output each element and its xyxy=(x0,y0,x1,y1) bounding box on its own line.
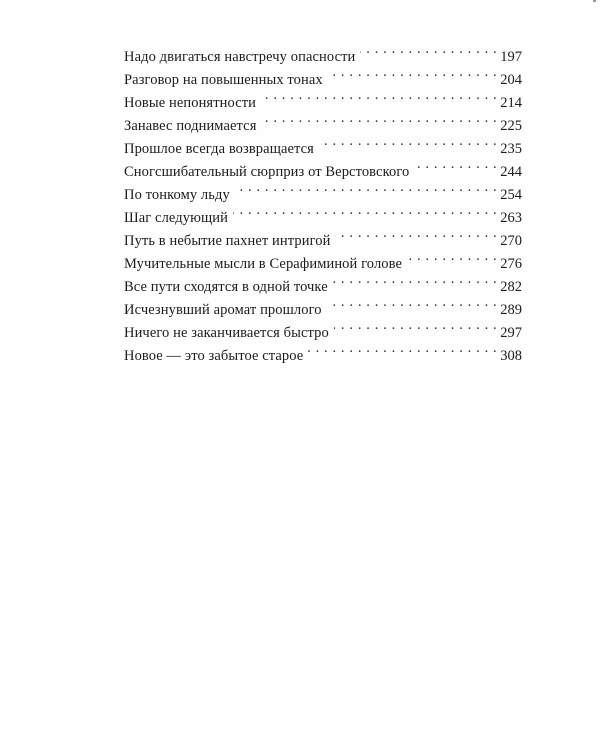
toc-entry-title: Прошлое всегда возвращается xyxy=(124,141,314,157)
toc-entry-page-number: 197 xyxy=(500,49,522,65)
toc-dot-leader xyxy=(261,84,497,107)
toc-dot-leader xyxy=(407,245,497,268)
toc-entry-title: Шаг следующий xyxy=(124,210,228,226)
toc-entry-page-number: 254 xyxy=(500,187,522,203)
toc-entry-title: Новые непонятности xyxy=(124,95,257,111)
toc-entry-title: Ничего не заканчивается быстро xyxy=(124,325,329,341)
toc-entry-title: Надо двигаться навстречу опасности xyxy=(124,49,356,65)
toc-dot-leader xyxy=(334,314,497,337)
toc-entry-title: Сногсшибательный сюрприз от Верстовского xyxy=(124,164,410,180)
toc-entry-title: Исчезнувший аромат прошлого xyxy=(124,302,322,318)
toc-dot-leader xyxy=(261,107,497,130)
toc-entry-page-number: 204 xyxy=(500,72,522,88)
toc-entry-page-number: 263 xyxy=(500,210,522,226)
scan-edge-mark xyxy=(593,0,596,2)
toc-dot-leader xyxy=(335,222,497,245)
toc-dot-leader xyxy=(308,337,497,360)
toc-entry-page-number: 276 xyxy=(500,256,522,272)
toc-entry-title: Все пути сходятся в одной точке xyxy=(124,279,328,295)
table-of-contents xyxy=(124,38,522,364)
toc-dot-leader xyxy=(319,130,497,153)
toc-entry-title: Занавес поднимается xyxy=(124,118,257,134)
toc-entry-title: Путь в небытие пахнет интригой xyxy=(124,233,331,249)
toc-dot-leader xyxy=(327,291,498,314)
toc-entry-page-number: 225 xyxy=(500,118,522,134)
toc-entry-title: Разговор на повышенных тонах xyxy=(124,72,323,88)
toc-entry-page-number: 214 xyxy=(500,95,522,111)
toc-dot-leader xyxy=(235,176,497,199)
toc-entry xyxy=(124,38,522,65)
toc-dot-leader xyxy=(414,153,497,176)
toc-entry-page-number: 282 xyxy=(500,279,522,295)
toc-entry-page-number: 308 xyxy=(500,348,522,364)
toc-entry-title: По тонкому льду xyxy=(124,187,230,203)
toc-entry-page-number: 297 xyxy=(500,325,522,341)
toc-entry-page-number: 235 xyxy=(500,141,522,157)
toc-entry-page-number: 289 xyxy=(500,302,522,318)
toc-dot-leader xyxy=(360,38,497,61)
toc-entry-title: Мучительные мысли в Серафиминой голове xyxy=(124,256,403,272)
toc-dot-leader xyxy=(328,61,498,84)
toc-entry-page-number: 270 xyxy=(500,233,522,249)
toc-entry-title: Новое — это забытое старое xyxy=(124,348,304,364)
toc-dot-leader xyxy=(233,199,497,222)
toc-entry-page-number: 244 xyxy=(500,164,522,180)
toc-dot-leader xyxy=(333,268,498,291)
